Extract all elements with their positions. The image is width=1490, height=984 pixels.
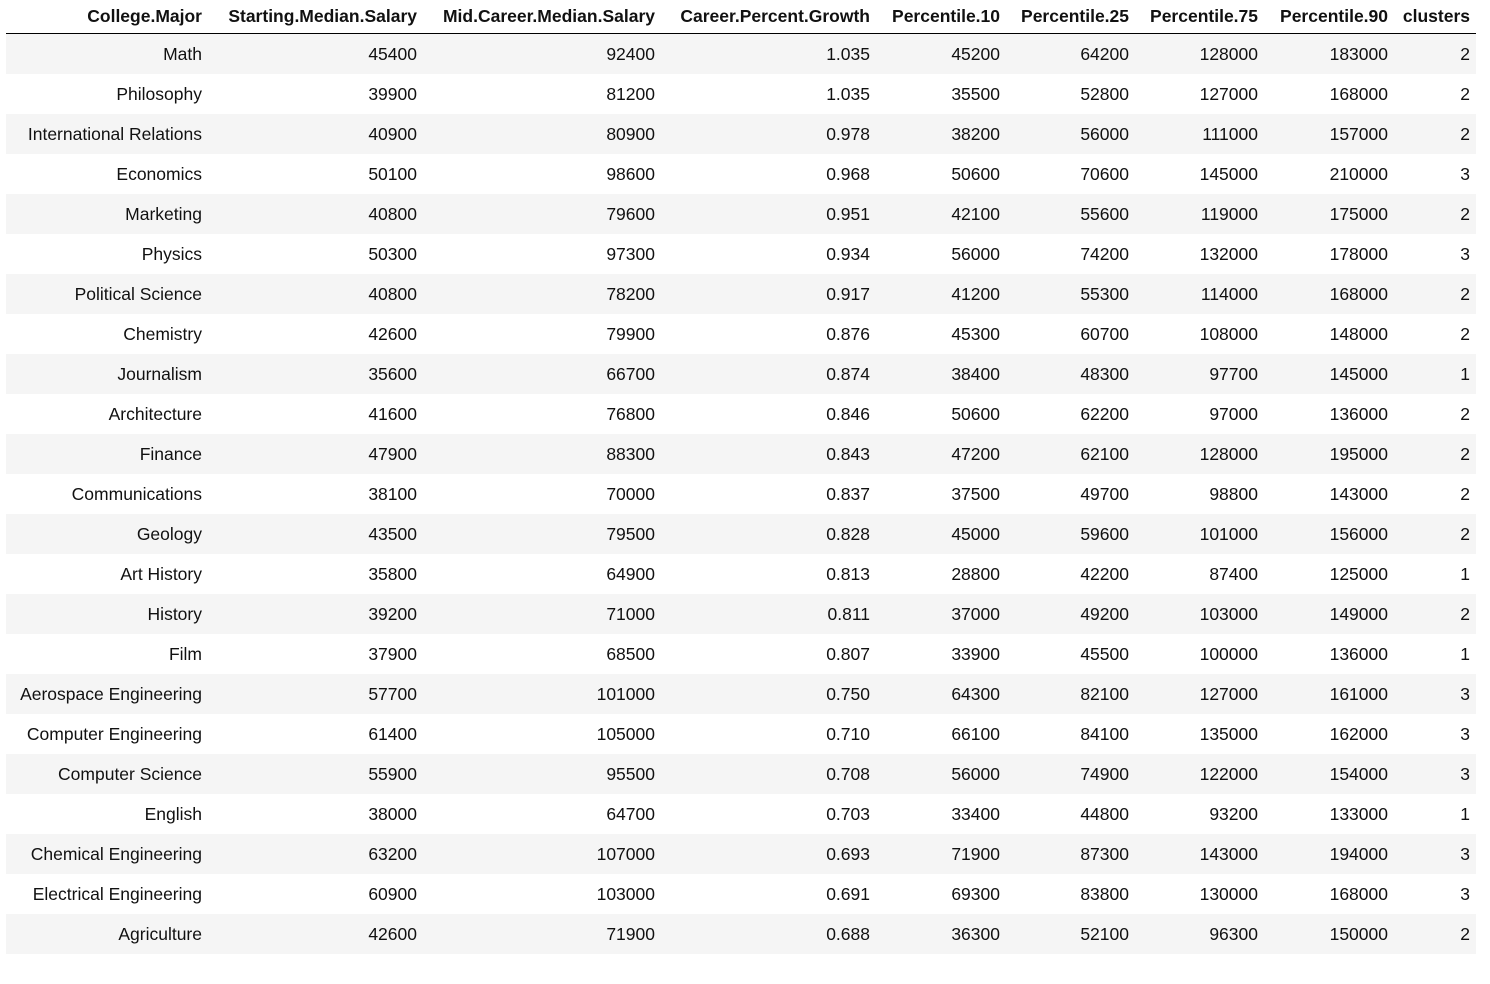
table-cell: 80900 bbox=[423, 114, 661, 154]
table-cell: 0.693 bbox=[661, 834, 876, 874]
table-cell: 1 bbox=[1394, 794, 1476, 834]
table-cell: 108000 bbox=[1135, 314, 1264, 354]
table-cell: 45300 bbox=[876, 314, 1006, 354]
major-name-cell: Math bbox=[6, 34, 208, 75]
table-cell: 0.951 bbox=[661, 194, 876, 234]
table-cell: 69300 bbox=[876, 874, 1006, 914]
table-cell: 0.934 bbox=[661, 234, 876, 274]
table-cell: 45500 bbox=[1006, 634, 1135, 674]
major-name-cell: International Relations bbox=[6, 114, 208, 154]
table-cell: 130000 bbox=[1135, 874, 1264, 914]
table-cell: 50300 bbox=[208, 234, 423, 274]
table-cell: 98600 bbox=[423, 154, 661, 194]
table-cell: 38100 bbox=[208, 474, 423, 514]
column-header: clusters bbox=[1394, 0, 1476, 34]
table-cell: 119000 bbox=[1135, 194, 1264, 234]
table-cell: 0.703 bbox=[661, 794, 876, 834]
table-cell: 68500 bbox=[423, 634, 661, 674]
table-cell: 3 bbox=[1394, 674, 1476, 714]
table-cell: 1 bbox=[1394, 354, 1476, 394]
table-cell: 47200 bbox=[876, 434, 1006, 474]
table-cell: 103000 bbox=[1135, 594, 1264, 634]
table-cell: 39200 bbox=[208, 594, 423, 634]
table-row bbox=[6, 354, 1476, 394]
table-cell: 143000 bbox=[1264, 474, 1394, 514]
table-cell: 62100 bbox=[1006, 434, 1135, 474]
table-cell: 71900 bbox=[423, 914, 661, 954]
table-cell: 56000 bbox=[1006, 114, 1135, 154]
column-header: Percentile.25 bbox=[1006, 0, 1135, 34]
table-cell: 55600 bbox=[1006, 194, 1135, 234]
table-cell: 2 bbox=[1394, 314, 1476, 354]
table-cell: 136000 bbox=[1264, 394, 1394, 434]
table-cell: 101000 bbox=[1135, 514, 1264, 554]
table-cell: 127000 bbox=[1135, 674, 1264, 714]
table-cell: 183000 bbox=[1264, 34, 1394, 75]
major-name-cell: Computer Engineering bbox=[6, 714, 208, 754]
table-cell: 96300 bbox=[1135, 914, 1264, 954]
table-cell: 66100 bbox=[876, 714, 1006, 754]
table-cell: 168000 bbox=[1264, 274, 1394, 314]
table-cell: 87400 bbox=[1135, 554, 1264, 594]
table-cell: 50600 bbox=[876, 394, 1006, 434]
column-header: Percentile.90 bbox=[1264, 0, 1394, 34]
column-header: Percentile.75 bbox=[1135, 0, 1264, 34]
table-cell: 210000 bbox=[1264, 154, 1394, 194]
table-cell: 57700 bbox=[208, 674, 423, 714]
table-cell: 2 bbox=[1394, 914, 1476, 954]
table-cell: 52100 bbox=[1006, 914, 1135, 954]
table-cell: 105000 bbox=[423, 714, 661, 754]
table-cell: 0.917 bbox=[661, 274, 876, 314]
major-name-cell: Computer Science bbox=[6, 754, 208, 794]
major-name-cell: Geology bbox=[6, 514, 208, 554]
table-cell: 178000 bbox=[1264, 234, 1394, 274]
table-cell: 2 bbox=[1394, 514, 1476, 554]
table-cell: 136000 bbox=[1264, 634, 1394, 674]
column-header: Mid.Career.Median.Salary bbox=[423, 0, 661, 34]
table-cell: 56000 bbox=[876, 234, 1006, 274]
table-row bbox=[6, 634, 1476, 674]
table-cell: 0.846 bbox=[661, 394, 876, 434]
major-name-cell: Physics bbox=[6, 234, 208, 274]
table-row bbox=[6, 874, 1476, 914]
table-row bbox=[6, 514, 1476, 554]
column-header: Career.Percent.Growth bbox=[661, 0, 876, 34]
table-cell: 44800 bbox=[1006, 794, 1135, 834]
table-cell: 100000 bbox=[1135, 634, 1264, 674]
table-row bbox=[6, 714, 1476, 754]
table-cell: 84100 bbox=[1006, 714, 1135, 754]
table-cell: 107000 bbox=[423, 834, 661, 874]
table-row bbox=[6, 794, 1476, 834]
table-cell: 3 bbox=[1394, 154, 1476, 194]
table-cell: 55900 bbox=[208, 754, 423, 794]
table-cell: 111000 bbox=[1135, 114, 1264, 154]
major-name-cell: Journalism bbox=[6, 354, 208, 394]
table-row bbox=[6, 914, 1476, 954]
salary-table bbox=[6, 0, 1476, 954]
table-cell: 78200 bbox=[423, 274, 661, 314]
table-cell: 127000 bbox=[1135, 74, 1264, 114]
table-cell: 45400 bbox=[208, 34, 423, 75]
table-cell: 97000 bbox=[1135, 394, 1264, 434]
table-cell: 2 bbox=[1394, 394, 1476, 434]
table-cell: 3 bbox=[1394, 234, 1476, 274]
table-cell: 135000 bbox=[1135, 714, 1264, 754]
table-cell: 3 bbox=[1394, 874, 1476, 914]
table-cell: 0.691 bbox=[661, 874, 876, 914]
table-cell: 2 bbox=[1394, 474, 1476, 514]
table-body bbox=[6, 34, 1476, 955]
table-cell: 125000 bbox=[1264, 554, 1394, 594]
table-cell: 3 bbox=[1394, 754, 1476, 794]
table-cell: 2 bbox=[1394, 594, 1476, 634]
table-cell: 98800 bbox=[1135, 474, 1264, 514]
table-cell: 132000 bbox=[1135, 234, 1264, 274]
table-cell: 0.807 bbox=[661, 634, 876, 674]
major-name-cell: Chemistry bbox=[6, 314, 208, 354]
table-cell: 0.837 bbox=[661, 474, 876, 514]
table-cell: 41600 bbox=[208, 394, 423, 434]
table-cell: 33900 bbox=[876, 634, 1006, 674]
table-cell: 0.843 bbox=[661, 434, 876, 474]
table-cell: 1.035 bbox=[661, 34, 876, 75]
table-row bbox=[6, 674, 1476, 714]
table-cell: 37500 bbox=[876, 474, 1006, 514]
table-cell: 38400 bbox=[876, 354, 1006, 394]
table-header bbox=[6, 0, 1476, 34]
table-cell: 64700 bbox=[423, 794, 661, 834]
table-cell: 0.828 bbox=[661, 514, 876, 554]
table-cell: 40800 bbox=[208, 274, 423, 314]
table-cell: 97700 bbox=[1135, 354, 1264, 394]
table-row bbox=[6, 474, 1476, 514]
table-cell: 93200 bbox=[1135, 794, 1264, 834]
table-cell: 76800 bbox=[423, 394, 661, 434]
table-row bbox=[6, 74, 1476, 114]
table-cell: 66700 bbox=[423, 354, 661, 394]
major-name-cell: Philosophy bbox=[6, 74, 208, 114]
major-name-cell: Electrical Engineering bbox=[6, 874, 208, 914]
table-cell: 2 bbox=[1394, 114, 1476, 154]
table-cell: 45000 bbox=[876, 514, 1006, 554]
table-cell: 43500 bbox=[208, 514, 423, 554]
table-cell: 2 bbox=[1394, 74, 1476, 114]
table-cell: 114000 bbox=[1135, 274, 1264, 314]
table-cell: 103000 bbox=[423, 874, 661, 914]
table-cell: 41200 bbox=[876, 274, 1006, 314]
table-cell: 2 bbox=[1394, 194, 1476, 234]
table-cell: 0.688 bbox=[661, 914, 876, 954]
column-header: College.Major bbox=[6, 0, 208, 34]
table-cell: 35600 bbox=[208, 354, 423, 394]
table-cell: 37000 bbox=[876, 594, 1006, 634]
table-cell: 42600 bbox=[208, 914, 423, 954]
table-cell: 92400 bbox=[423, 34, 661, 75]
table-cell: 133000 bbox=[1264, 794, 1394, 834]
table-cell: 145000 bbox=[1264, 354, 1394, 394]
table-cell: 35500 bbox=[876, 74, 1006, 114]
column-header: Percentile.10 bbox=[876, 0, 1006, 34]
table-cell: 154000 bbox=[1264, 754, 1394, 794]
table-cell: 128000 bbox=[1135, 34, 1264, 75]
table-cell: 36300 bbox=[876, 914, 1006, 954]
table-cell: 42200 bbox=[1006, 554, 1135, 594]
table-cell: 63200 bbox=[208, 834, 423, 874]
table-cell: 62200 bbox=[1006, 394, 1135, 434]
table-cell: 52800 bbox=[1006, 74, 1135, 114]
table-row bbox=[6, 554, 1476, 594]
table-cell: 81200 bbox=[423, 74, 661, 114]
table-cell: 145000 bbox=[1135, 154, 1264, 194]
major-name-cell: Communications bbox=[6, 474, 208, 514]
major-name-cell: Political Science bbox=[6, 274, 208, 314]
major-name-cell: Finance bbox=[6, 434, 208, 474]
table-cell: 40900 bbox=[208, 114, 423, 154]
table-cell: 0.968 bbox=[661, 154, 876, 194]
table-cell: 156000 bbox=[1264, 514, 1394, 554]
table-cell: 150000 bbox=[1264, 914, 1394, 954]
table-cell: 42600 bbox=[208, 314, 423, 354]
table-cell: 1.035 bbox=[661, 74, 876, 114]
table-row bbox=[6, 154, 1476, 194]
table-cell: 148000 bbox=[1264, 314, 1394, 354]
table-cell: 74900 bbox=[1006, 754, 1135, 794]
table-row bbox=[6, 194, 1476, 234]
table-cell: 194000 bbox=[1264, 834, 1394, 874]
table-cell: 64900 bbox=[423, 554, 661, 594]
major-name-cell: English bbox=[6, 794, 208, 834]
table-cell: 45200 bbox=[876, 34, 1006, 75]
table-cell: 56000 bbox=[876, 754, 1006, 794]
table-cell: 87300 bbox=[1006, 834, 1135, 874]
table-cell: 60700 bbox=[1006, 314, 1135, 354]
table-cell: 3 bbox=[1394, 834, 1476, 874]
table-cell: 1 bbox=[1394, 634, 1476, 674]
table-cell: 0.978 bbox=[661, 114, 876, 154]
table-row bbox=[6, 314, 1476, 354]
table-cell: 79500 bbox=[423, 514, 661, 554]
table-cell: 149000 bbox=[1264, 594, 1394, 634]
major-name-cell: History bbox=[6, 594, 208, 634]
table-row bbox=[6, 434, 1476, 474]
table-cell: 83800 bbox=[1006, 874, 1135, 914]
table-row bbox=[6, 34, 1476, 75]
table-cell: 195000 bbox=[1264, 434, 1394, 474]
table-cell: 71900 bbox=[876, 834, 1006, 874]
major-name-cell: Marketing bbox=[6, 194, 208, 234]
table-cell: 79900 bbox=[423, 314, 661, 354]
table-cell: 0.750 bbox=[661, 674, 876, 714]
table-cell: 2 bbox=[1394, 274, 1476, 314]
table-cell: 38000 bbox=[208, 794, 423, 834]
dataframe-output bbox=[6, 0, 1476, 954]
table-cell: 55300 bbox=[1006, 274, 1135, 314]
table-cell: 168000 bbox=[1264, 874, 1394, 914]
table-cell: 74200 bbox=[1006, 234, 1135, 274]
major-name-cell: Art History bbox=[6, 554, 208, 594]
table-cell: 161000 bbox=[1264, 674, 1394, 714]
table-cell: 3 bbox=[1394, 714, 1476, 754]
table-cell: 95500 bbox=[423, 754, 661, 794]
table-cell: 2 bbox=[1394, 434, 1476, 474]
major-name-cell: Chemical Engineering bbox=[6, 834, 208, 874]
table-row bbox=[6, 114, 1476, 154]
table-cell: 70000 bbox=[423, 474, 661, 514]
table-cell: 47900 bbox=[208, 434, 423, 474]
table-cell: 49700 bbox=[1006, 474, 1135, 514]
major-name-cell: Aerospace Engineering bbox=[6, 674, 208, 714]
major-name-cell: Architecture bbox=[6, 394, 208, 434]
table-cell: 37900 bbox=[208, 634, 423, 674]
table-cell: 59600 bbox=[1006, 514, 1135, 554]
table-cell: 2 bbox=[1394, 34, 1476, 75]
table-cell: 0.710 bbox=[661, 714, 876, 754]
table-cell: 0.874 bbox=[661, 354, 876, 394]
table-row bbox=[6, 834, 1476, 874]
header-row bbox=[6, 0, 1476, 34]
table-cell: 101000 bbox=[423, 674, 661, 714]
table-row bbox=[6, 754, 1476, 794]
major-name-cell: Agriculture bbox=[6, 914, 208, 954]
table-cell: 162000 bbox=[1264, 714, 1394, 754]
table-row bbox=[6, 274, 1476, 314]
table-cell: 50100 bbox=[208, 154, 423, 194]
table-cell: 64200 bbox=[1006, 34, 1135, 75]
table-cell: 39900 bbox=[208, 74, 423, 114]
table-cell: 28800 bbox=[876, 554, 1006, 594]
major-name-cell: Economics bbox=[6, 154, 208, 194]
table-row bbox=[6, 234, 1476, 274]
table-cell: 70600 bbox=[1006, 154, 1135, 194]
table-cell: 1 bbox=[1394, 554, 1476, 594]
table-cell: 82100 bbox=[1006, 674, 1135, 714]
table-row bbox=[6, 394, 1476, 434]
table-cell: 71000 bbox=[423, 594, 661, 634]
table-cell: 64300 bbox=[876, 674, 1006, 714]
table-cell: 42100 bbox=[876, 194, 1006, 234]
table-cell: 49200 bbox=[1006, 594, 1135, 634]
table-cell: 0.811 bbox=[661, 594, 876, 634]
table-cell: 128000 bbox=[1135, 434, 1264, 474]
table-cell: 122000 bbox=[1135, 754, 1264, 794]
table-cell: 79600 bbox=[423, 194, 661, 234]
table-cell: 168000 bbox=[1264, 74, 1394, 114]
table-cell: 48300 bbox=[1006, 354, 1135, 394]
major-name-cell: Film bbox=[6, 634, 208, 674]
table-cell: 0.876 bbox=[661, 314, 876, 354]
table-cell: 38200 bbox=[876, 114, 1006, 154]
table-cell: 33400 bbox=[876, 794, 1006, 834]
column-header: Starting.Median.Salary bbox=[208, 0, 423, 34]
table-cell: 143000 bbox=[1135, 834, 1264, 874]
table-cell: 88300 bbox=[423, 434, 661, 474]
table-cell: 0.708 bbox=[661, 754, 876, 794]
table-cell: 40800 bbox=[208, 194, 423, 234]
table-cell: 175000 bbox=[1264, 194, 1394, 234]
table-cell: 0.813 bbox=[661, 554, 876, 594]
table-cell: 97300 bbox=[423, 234, 661, 274]
table-cell: 157000 bbox=[1264, 114, 1394, 154]
table-cell: 61400 bbox=[208, 714, 423, 754]
table-cell: 60900 bbox=[208, 874, 423, 914]
table-cell: 35800 bbox=[208, 554, 423, 594]
table-row bbox=[6, 594, 1476, 634]
table-cell: 50600 bbox=[876, 154, 1006, 194]
